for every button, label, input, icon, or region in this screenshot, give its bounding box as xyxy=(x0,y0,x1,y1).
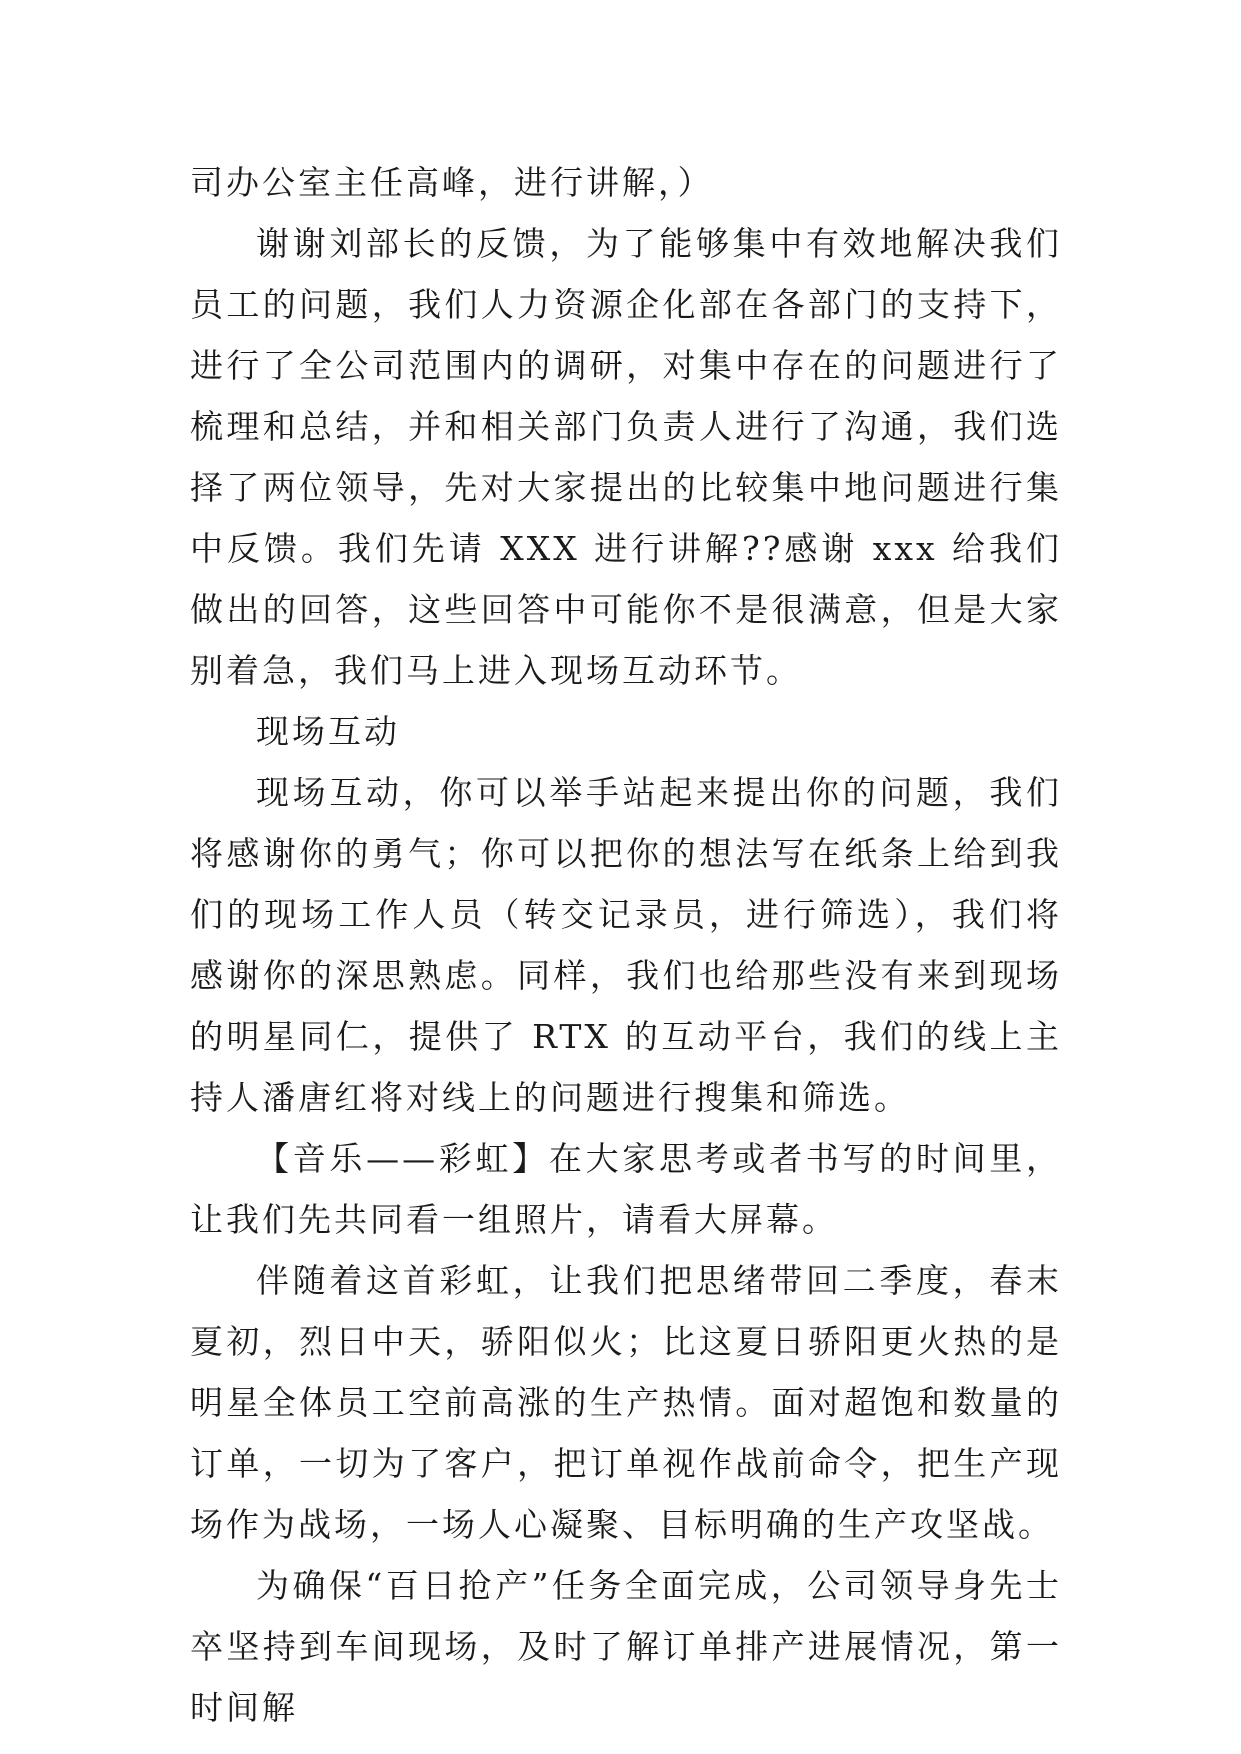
paragraph-music-rainbow: 【音乐——彩虹】在大家思考或者书写的时间里，让我们先共同看一组照片，请看大屏幕。 xyxy=(190,1139,1062,1239)
section-heading-live-interaction: 现场互动 xyxy=(256,712,400,751)
paragraph-second-quarter: 伴随着这首彩虹，让我们把思绪带回二季度，春末夏初，烈日中天，骄阳似火；比这夏日骄阳更火热的是明星全体员工空前高涨的生产热情。面对超饱和数量的订单，一切为了客户，把订单视作战前命令，把生产现场作为战场，一场人心凝聚、目标明确的生产攻坚战。 xyxy=(190,1261,1062,1544)
document-body xyxy=(190,152,1062,1738)
paragraph-live-interaction: 现场互动，你可以举手站起来提出你的问题，我们将感谢你的勇气；你可以把你的想法写在纸条上给到我们的现场工作人员（转交记录员，进行筛选），我们将感谢你的深思熟虑。同样，我们也给那些没有来到现场的明星同仁，提供了 RTX 的互动平台，我们的线上主持人潘唐红将对线上的问题进行搜集和筛选。 xyxy=(190,773,1062,1117)
paragraph-continuation: 司办公室主任高峰，进行讲解，） xyxy=(190,163,714,202)
paragraph-feedback: 谢谢刘部长的反馈，为了能够集中有效地解决我们员工的问题，我们人力资源企化部在各部门的支持下，进行了全公司范围内的调研，对集中存在的问题进行了梳理和总结，并和相关部门负责人进行了沟通，我们选择了两位领导，先对大家提出的比较集中地问题进行集中反馈。我们先请 XXX 进行讲解??感谢 xxx 给我们做出的回答，这些回答中可能你不是很满意，但是大家别着急，我们马上进入现场互动环节。 xyxy=(190,224,1062,690)
paragraph-hundred-days: 为确保“百日抢产”任务全面完成，公司领导身先士卒坚持到车间现场，及时了解订单排产进展情况，第一时间解 xyxy=(190,1566,1062,1727)
